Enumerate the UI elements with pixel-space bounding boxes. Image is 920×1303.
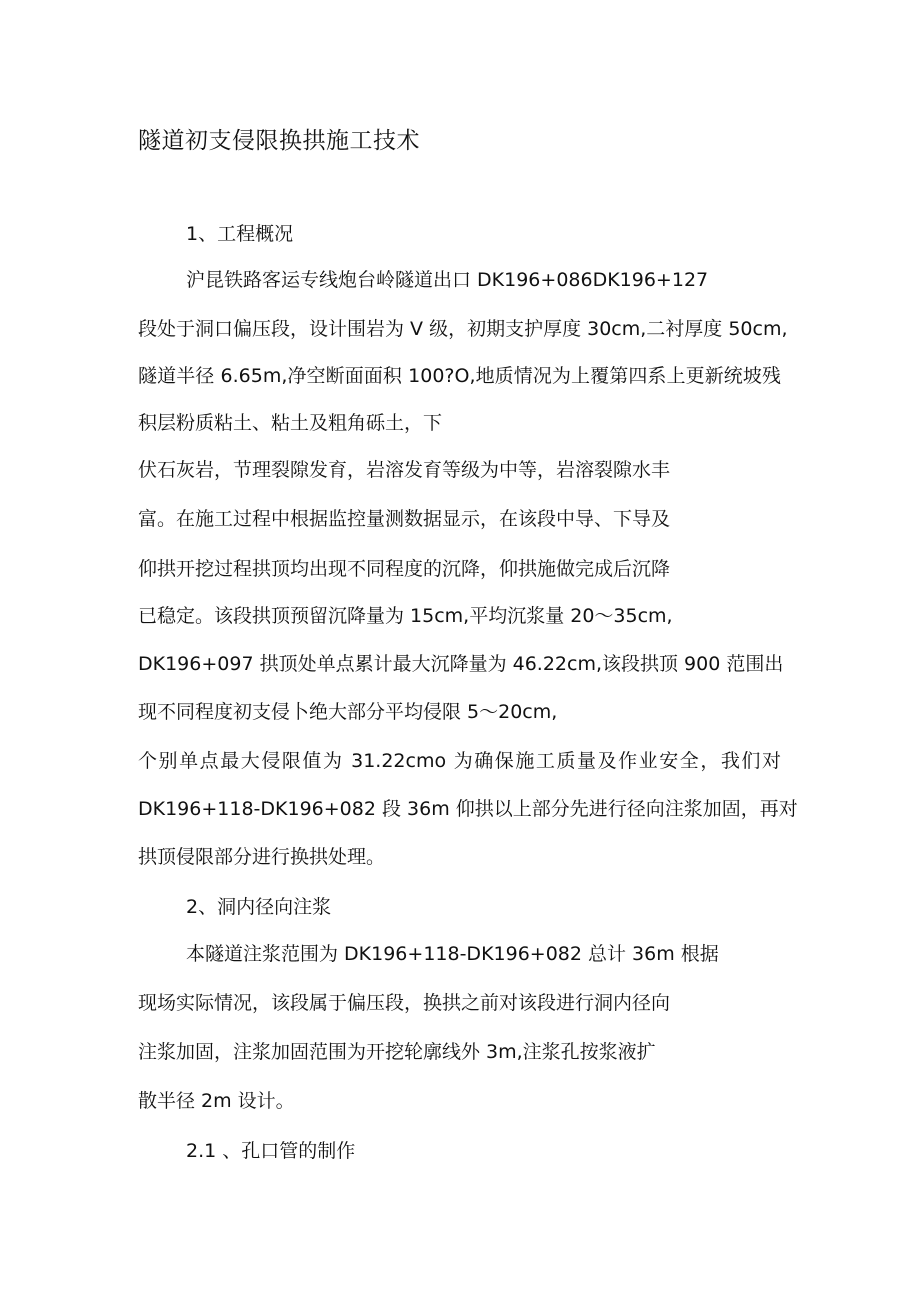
- section-heading-2-1: 2.1 、孔口管的制作: [186, 1140, 356, 1162]
- paragraph-line: 本隧道注浆范围为 DK196+118-DK196+082 总计 36m 根据: [186, 943, 719, 965]
- paragraph-line: 富。在施工过程中根据监控量测数据显示，在该段中导、下导及: [138, 508, 671, 530]
- paragraph-line: 散半径 2m 设计。: [138, 1090, 295, 1112]
- paragraph-line: 仰拱开挖过程拱顶均出现不同程度的沉降，仰拱施做完成后沉降: [138, 558, 671, 580]
- paragraph-line: 拱顶侵限部分进行换拱处理。: [138, 846, 386, 868]
- paragraph-line: 隧道半径 6.65m,净空断面面积 100?O,地质情况为上覆第四系上更新统坡残: [138, 365, 781, 387]
- paragraph-line: 已稳定。该段拱顶预留沉降量为 15cm,平均沉浆量 20～35cm,: [138, 605, 673, 627]
- document-title: 隧道初支侵限换拱施工技术: [138, 128, 420, 154]
- paragraph-line: 积层粉质粘土、粘土及粗角砾土，下: [138, 412, 443, 434]
- paragraph-line: DK196+097 拱顶处单点累计最大沉降量为 46.22cm,该段拱顶 900 范围出: [138, 653, 784, 675]
- section-heading-1: 1、工程概况: [186, 223, 294, 245]
- paragraph-line: 伏石灰岩，节理裂隙发育，岩溶发育等级为中等，岩溶裂隙水丰: [138, 459, 671, 481]
- paragraph-line: 个别单点最大侵限值为 31.22cmo 为确保施工质量及作业安全，我们对: [138, 750, 781, 772]
- paragraph-line: 段处于洞口偏压段，设计围岩为 V 级，初期支护厚度 30cm,二衬厚度 50cm,: [138, 318, 788, 340]
- paragraph-line: 沪昆铁路客运专线炮台岭隧道出口 DK196+086DK196+127: [186, 269, 709, 291]
- paragraph-line: 现不同程度初支侵卜绝大部分平均侵限 5～20cm,: [138, 701, 558, 723]
- paragraph-line: 注浆加固，注浆加固范围为开挖轮廓线外 3m,注浆孔按浆液扩: [138, 1041, 656, 1063]
- paragraph-line: 现场实际情况，该段属于偏压段，换拱之前对该段进行洞内径向: [138, 992, 671, 1014]
- section-heading-2: 2、洞内径向注浆: [186, 896, 332, 918]
- paragraph-line: DK196+118-DK196+082 段 36m 仰拱以上部分先进行径向注浆加固，再对: [138, 798, 798, 820]
